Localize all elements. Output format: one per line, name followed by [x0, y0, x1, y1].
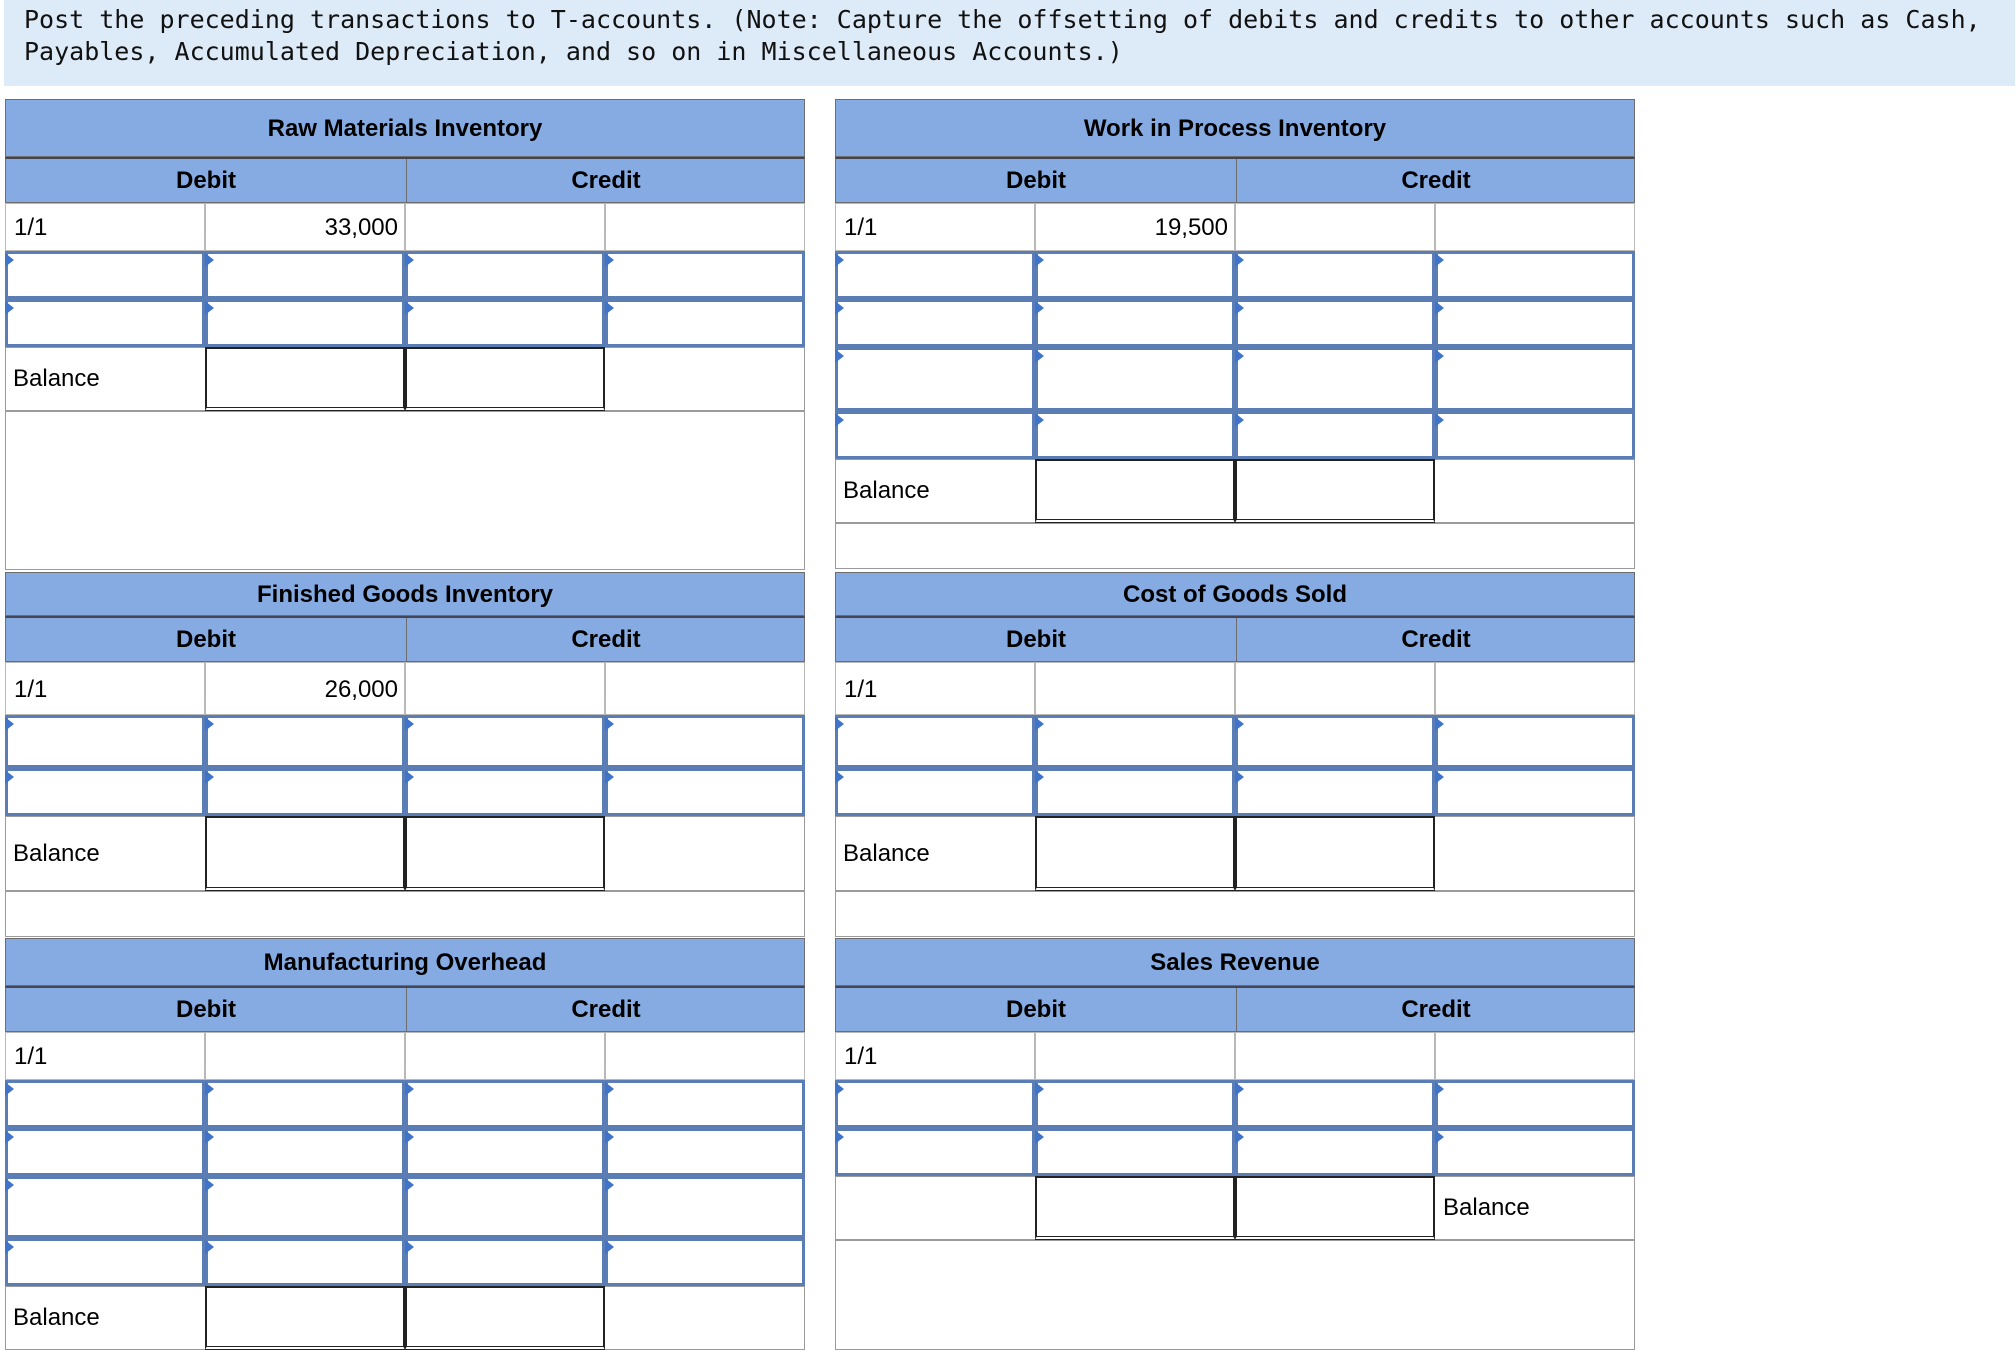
opening-date: 1/1: [5, 1032, 205, 1080]
opening-date: 1/1: [835, 203, 1035, 251]
opening-date: 1/1: [835, 1032, 1035, 1080]
instructions-text: Post the preceding transactions to T-accounts. (Note: Capture the offsetting of debits and credits to other accounts such as Cash, Payables, Accumulated Depreciation, and so on in Miscellaneous Accounts.): [24, 5, 1981, 66]
entry-debit-amount-input[interactable]: [1035, 715, 1235, 768]
entry-debit-amount-input[interactable]: [205, 715, 405, 768]
entry-credit-amount-input[interactable]: [1435, 251, 1635, 299]
spacer-row: [835, 1240, 1635, 1350]
debit-header: Debit: [1006, 167, 1066, 194]
opening-credit-amount: [605, 1032, 805, 1080]
entry-credit-date-input[interactable]: [405, 715, 605, 768]
balance-debit-input[interactable]: [1035, 816, 1235, 891]
entry-debit-date-input[interactable]: [835, 411, 1035, 459]
opening-debit-amount: [205, 1032, 405, 1080]
account-title: Manufacturing Overhead: [5, 938, 805, 986]
balance-amount-input[interactable]: [1235, 459, 1435, 523]
entry-debit-date-input[interactable]: [5, 299, 205, 347]
account-title: Work in Process Inventory: [835, 99, 1635, 157]
entry-credit-amount-input[interactable]: [1435, 347, 1635, 411]
entry-debit-date-input[interactable]: [835, 347, 1035, 411]
balance-amount-input[interactable]: [405, 1286, 605, 1350]
balance-amount-input[interactable]: [405, 816, 605, 891]
opening-debit-amount: [1035, 1032, 1235, 1080]
entry-credit-amount-input[interactable]: [1435, 715, 1635, 768]
entry-debit-date-input[interactable]: [5, 1080, 205, 1128]
balance-debit-input[interactable]: [205, 347, 405, 411]
debit-credit-header: [835, 157, 1635, 203]
credit-header: Credit: [571, 996, 641, 1023]
debit-credit-header: [5, 616, 805, 662]
entry-debit-date-input[interactable]: [5, 1238, 205, 1286]
opening-credit-amount: [605, 203, 805, 251]
entry-debit-date-input[interactable]: [835, 1080, 1035, 1128]
entry-debit-date-input[interactable]: [835, 768, 1035, 816]
entry-credit-date-input[interactable]: [1235, 715, 1435, 768]
entry-debit-date-input[interactable]: [5, 1128, 205, 1176]
opening-credit-date: [405, 203, 605, 251]
entry-credit-date-input[interactable]: [405, 251, 605, 299]
entry-debit-amount-input[interactable]: [1035, 299, 1235, 347]
credit-header: Credit: [1401, 626, 1471, 653]
entry-debit-amount-input[interactable]: [205, 299, 405, 347]
opening-credit-date: [1235, 662, 1435, 715]
entry-credit-amount-input[interactable]: [605, 1176, 805, 1238]
spacer-row: [5, 891, 805, 937]
entry-credit-date-input[interactable]: [405, 1128, 605, 1176]
entry-credit-date-input[interactable]: [405, 1080, 605, 1128]
balance-label: Balance: [13, 365, 100, 392]
opening-credit-date: [405, 662, 605, 715]
entry-credit-amount-input[interactable]: [605, 299, 805, 347]
entry-credit-date-input[interactable]: [405, 299, 605, 347]
debit-credit-header: [835, 986, 1635, 1032]
entry-credit-amount-input[interactable]: [605, 1128, 805, 1176]
entry-debit-date-input[interactable]: [5, 251, 205, 299]
entry-credit-date-input[interactable]: [1235, 411, 1435, 459]
account-title: Raw Materials Inventory: [5, 99, 805, 157]
entry-credit-amount-input[interactable]: [1435, 1080, 1635, 1128]
balance-date-input[interactable]: [1035, 1176, 1235, 1240]
entry-debit-amount-input[interactable]: [205, 1238, 405, 1286]
opening-credit-date: [1235, 1032, 1435, 1080]
spacer-row: [835, 523, 1635, 569]
opening-date: 1/1: [5, 203, 205, 251]
entry-debit-date-input[interactable]: [835, 1128, 1035, 1176]
entry-credit-date-input[interactable]: [1235, 1128, 1435, 1176]
entry-credit-date-input[interactable]: [1235, 1080, 1435, 1128]
entry-credit-amount-input[interactable]: [605, 1238, 805, 1286]
entry-debit-date-input[interactable]: [5, 715, 205, 768]
entry-credit-amount-input[interactable]: [1435, 411, 1635, 459]
balance-debit-input[interactable]: [1035, 459, 1235, 523]
spacer-row: [835, 891, 1635, 937]
entry-debit-amount-input[interactable]: [205, 251, 405, 299]
entry-credit-amount-input[interactable]: [605, 768, 805, 816]
debit-header: Debit: [1006, 626, 1066, 653]
debit-header: Debit: [176, 996, 236, 1023]
entry-credit-date-input[interactable]: [1235, 251, 1435, 299]
entry-credit-date-input[interactable]: [405, 1176, 605, 1238]
entry-debit-amount-input[interactable]: [1035, 347, 1235, 411]
entry-credit-amount-input[interactable]: [1435, 768, 1635, 816]
entry-credit-date-input[interactable]: [405, 1238, 605, 1286]
debit-credit-header: [835, 616, 1635, 662]
entry-debit-date-input[interactable]: [5, 768, 205, 816]
debit-header: Debit: [176, 167, 236, 194]
credit-header: Credit: [1401, 167, 1471, 194]
balance-label: Balance: [843, 840, 930, 867]
opening-credit-amount: [1435, 203, 1635, 251]
debit-header: Debit: [1006, 996, 1066, 1023]
entry-credit-amount-input[interactable]: [1435, 299, 1635, 347]
entry-debit-amount-input[interactable]: [205, 1128, 405, 1176]
balance-label: Balance: [1443, 1194, 1530, 1221]
opening-date: 1/1: [835, 662, 1035, 715]
opening-debit-amount: 26,000: [205, 662, 405, 715]
opening-debit-amount: 19,500: [1035, 203, 1235, 251]
entry-credit-amount-input[interactable]: [605, 715, 805, 768]
balance-label: Balance: [13, 1304, 100, 1331]
opening-debit-amount: 33,000: [205, 203, 405, 251]
opening-credit-amount: [1435, 1032, 1635, 1080]
credit-header: Credit: [1401, 996, 1471, 1023]
entry-debit-amount-input[interactable]: [205, 1080, 405, 1128]
entry-debit-amount-input[interactable]: [1035, 768, 1235, 816]
entry-debit-date-input[interactable]: [835, 251, 1035, 299]
entry-credit-date-input[interactable]: [1235, 299, 1435, 347]
balance-label: Balance: [13, 840, 100, 867]
debit-header: Debit: [176, 626, 236, 653]
balance-label: Balance: [843, 477, 930, 504]
entry-credit-amount-input[interactable]: [605, 1080, 805, 1128]
entry-debit-amount-input[interactable]: [205, 768, 405, 816]
opening-credit-amount: [1435, 662, 1635, 715]
entry-credit-date-input[interactable]: [1235, 347, 1435, 411]
balance-amount-input[interactable]: [405, 347, 605, 411]
entry-debit-date-input[interactable]: [5, 1176, 205, 1238]
balance-debit-input[interactable]: [205, 816, 405, 891]
balance-amount-input[interactable]: [1235, 1176, 1435, 1240]
opening-debit-amount: [1035, 662, 1235, 715]
entry-credit-date-input[interactable]: [405, 768, 605, 816]
account-title: Sales Revenue: [835, 938, 1635, 986]
entry-debit-amount-input[interactable]: [1035, 1080, 1235, 1128]
entry-debit-amount-input[interactable]: [1035, 251, 1235, 299]
debit-credit-header: [5, 986, 805, 1032]
credit-header: Credit: [571, 626, 641, 653]
opening-credit-date: [1235, 203, 1435, 251]
entry-credit-date-input[interactable]: [1235, 768, 1435, 816]
entry-credit-amount-input[interactable]: [605, 251, 805, 299]
entry-debit-date-input[interactable]: [835, 715, 1035, 768]
credit-header: Credit: [571, 167, 641, 194]
spacer-row: [5, 411, 805, 570]
opening-credit-amount: [605, 662, 805, 715]
debit-credit-header: [5, 157, 805, 203]
opening-date: 1/1: [5, 662, 205, 715]
entry-debit-date-input[interactable]: [835, 299, 1035, 347]
entry-debit-amount-input[interactable]: [205, 1176, 405, 1238]
balance-amount-input[interactable]: [1235, 816, 1435, 891]
opening-credit-date: [405, 1032, 605, 1080]
account-title: Cost of Goods Sold: [835, 572, 1635, 616]
entry-debit-amount-input[interactable]: [1035, 1128, 1235, 1176]
account-title: Finished Goods Inventory: [5, 572, 805, 616]
instructions-banner: [4, 0, 2015, 86]
entry-debit-amount-input[interactable]: [1035, 411, 1235, 459]
entry-credit-amount-input[interactable]: [1435, 1128, 1635, 1176]
balance-debit-input[interactable]: [205, 1286, 405, 1350]
